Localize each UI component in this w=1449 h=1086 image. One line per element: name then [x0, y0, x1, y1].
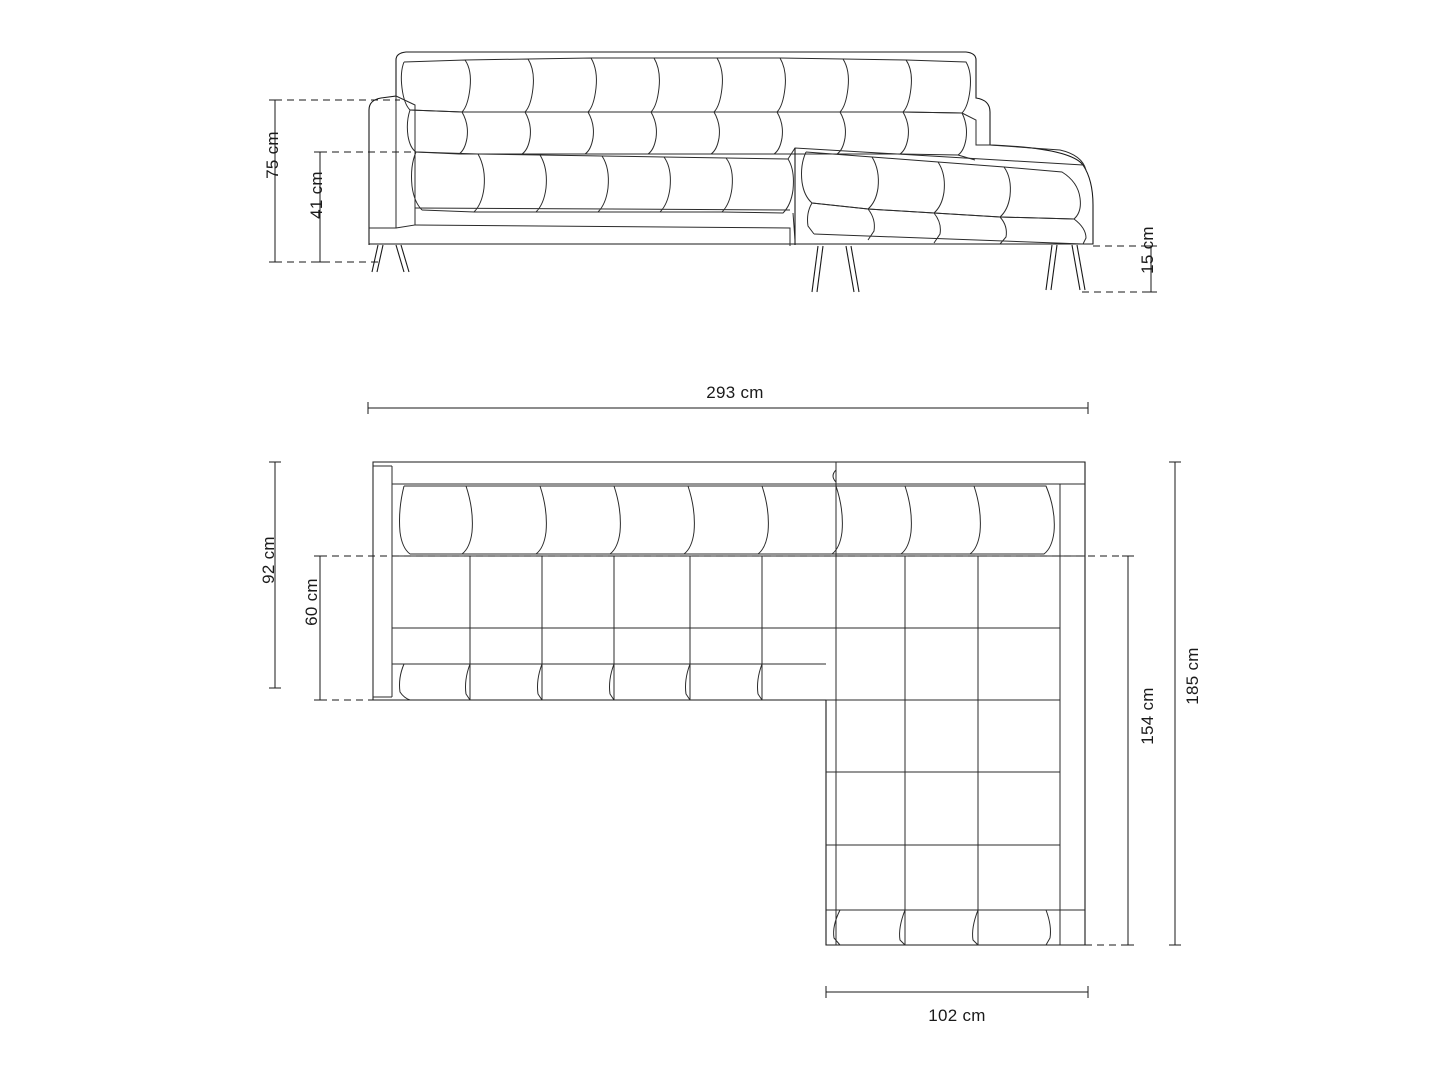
dimension-293cm [368, 402, 1088, 414]
dimension-92cm [269, 462, 281, 688]
dimension-label-leg-height-15: 15 cm [1138, 226, 1157, 274]
dimension-102cm [826, 986, 1088, 998]
dimension-label-seat-height-41: 41 cm [307, 171, 326, 219]
dimension-154cm [1085, 556, 1134, 945]
top-plan-view [269, 402, 1181, 998]
dimension-label-backrest-depth-92: 92 cm [259, 536, 278, 584]
dimension-label-height-75: 75 cm [263, 131, 282, 179]
dimension-75cm [269, 100, 400, 262]
dimension-185cm [1169, 462, 1181, 945]
dimension-label-width-293: 293 cm [706, 383, 764, 402]
dimension-label-chaise-width-102: 102 cm [928, 1006, 986, 1025]
dimension-label-depth-total-185: 185 cm [1183, 647, 1202, 705]
dimension-41cm [314, 152, 415, 262]
dimension-label-seat-depth-60: 60 cm [302, 578, 321, 626]
dimension-15cm [1082, 246, 1157, 292]
dimension-label-chaise-depth-154: 154 cm [1138, 687, 1157, 745]
front-elevation-view [269, 52, 1157, 292]
